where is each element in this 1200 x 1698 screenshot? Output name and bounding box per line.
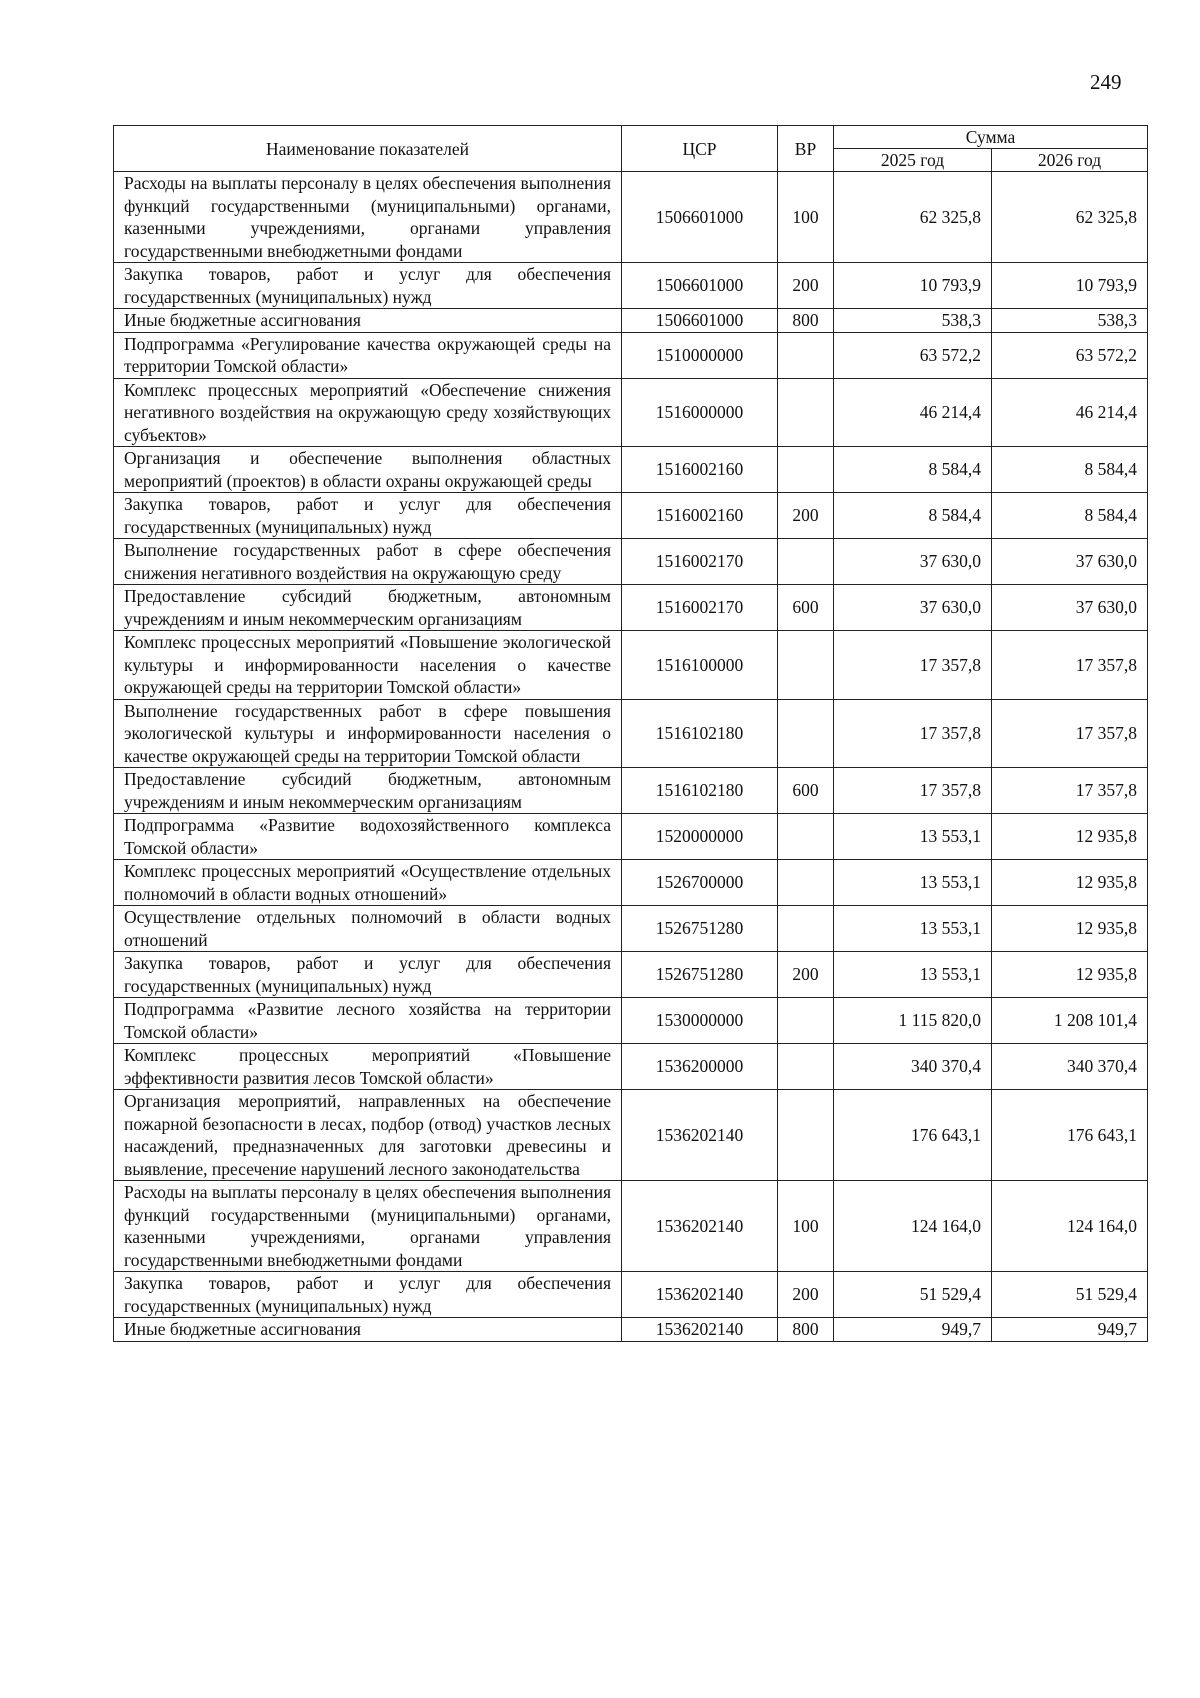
table-row: [114, 309, 1148, 333]
row-2026-cell: 8 584,4: [992, 493, 1148, 539]
row-code-cell: 1516002160: [622, 447, 778, 493]
table-row: [114, 378, 1148, 447]
row-name-cell: Подпрограмма «Развитие лесного хозяйства на территории Томской области»: [114, 998, 622, 1044]
row-code-cell: 1506601000: [622, 263, 778, 309]
table-row: [114, 998, 1148, 1044]
row-2025-cell: 13 553,1: [834, 860, 992, 906]
row-code-cell: 1536202140: [622, 1090, 778, 1181]
row-2026-cell: 538,3: [992, 309, 1148, 333]
row-vr-cell: 800: [778, 1318, 834, 1342]
row-code-cell: 1516002170: [622, 585, 778, 631]
row-2025-cell: 8 584,4: [834, 493, 992, 539]
row-name-cell: Иные бюджетные ассигнования: [114, 309, 622, 333]
row-code-cell: 1516100000: [622, 631, 778, 700]
table-row: [114, 447, 1148, 493]
row-2026-cell: 949,7: [992, 1318, 1148, 1342]
row-name-cell: Организация и обеспечение выполнения областных мероприятий (проектов) в области охраны окружающей среды: [114, 447, 622, 493]
row-2025-cell: 37 630,0: [834, 539, 992, 585]
row-2025-cell: 8 584,4: [834, 447, 992, 493]
row-vr-cell: 100: [778, 1181, 834, 1272]
row-name-cell: Комплекс процессных мероприятий «Повышение эффективности развития лесов Томской области»: [114, 1044, 622, 1090]
row-2026-cell: 17 357,8: [992, 768, 1148, 814]
row-2025-cell: 63 572,2: [834, 332, 992, 378]
table-row: [114, 1090, 1148, 1181]
table-row: [114, 332, 1148, 378]
page-number: 249: [1090, 70, 1122, 94]
row-vr-cell: [778, 332, 834, 378]
row-2025-cell: 1 115 820,0: [834, 998, 992, 1044]
row-2026-cell: 62 325,8: [992, 172, 1148, 263]
row-vr-cell: [778, 447, 834, 493]
row-name-cell: Подпрограмма «Регулирование качества окружающей среды на территории Томской области»: [114, 332, 622, 378]
row-vr-cell: 200: [778, 263, 834, 309]
row-2025-cell: 124 164,0: [834, 1181, 992, 1272]
row-2026-cell: 12 935,8: [992, 952, 1148, 998]
row-name-cell: Расходы на выплаты персоналу в целях обеспечения выполнения функций государственными (муниципальными) органами, казенными учреждениями, органами управления государственными внебюджетными фондами: [114, 1181, 622, 1272]
row-vr-cell: [778, 539, 834, 585]
row-name-cell: Комплекс процессных мероприятий «Обеспечение снижения негативного воздействия на окружающую среду хозяйствующих субъектов»: [114, 378, 622, 447]
row-2025-cell: 340 370,4: [834, 1044, 992, 1090]
row-2025-cell: 13 553,1: [834, 814, 992, 860]
row-name-cell: Расходы на выплаты персоналу в целях обеспечения выполнения функций государственными (муниципальными) органами, казенными учреждениями, органами управления государственными внебюджетными фондами: [114, 172, 622, 263]
row-2026-cell: 12 935,8: [992, 860, 1148, 906]
row-vr-cell: [778, 998, 834, 1044]
row-vr-cell: [778, 814, 834, 860]
row-code-cell: 1526751280: [622, 952, 778, 998]
table-row: [114, 814, 1148, 860]
table-header: [114, 126, 1148, 172]
table-row: [114, 952, 1148, 998]
row-2025-cell: 46 214,4: [834, 378, 992, 447]
row-2026-cell: 37 630,0: [992, 539, 1148, 585]
row-code-cell: 1536202140: [622, 1272, 778, 1318]
table-row: [114, 1318, 1148, 1342]
header-sum: Сумма: [834, 126, 1148, 149]
header-year-2025: 2025 год: [834, 149, 992, 172]
row-code-cell: 1516102180: [622, 699, 778, 768]
row-2025-cell: 13 553,1: [834, 906, 992, 952]
row-vr-cell: 600: [778, 768, 834, 814]
row-name-cell: Закупка товаров, работ и услуг для обеспечения государственных (муниципальных) нужд: [114, 1272, 622, 1318]
row-name-cell: Выполнение государственных работ в сфере повышения экологической культуры и информированности населения о качестве окружающей среды на территории Томской области: [114, 699, 622, 768]
budget-table: [113, 125, 1148, 1342]
header-year-2026: 2026 год: [992, 149, 1148, 172]
row-vr-cell: 100: [778, 172, 834, 263]
table-row: [114, 860, 1148, 906]
row-name-cell: Предоставление субсидий бюджетным, автономным учреждениям и иным некоммерческим организациям: [114, 585, 622, 631]
row-name-cell: Подпрограмма «Развитие водохозяйственного комплекса Томской области»: [114, 814, 622, 860]
table-row: [114, 493, 1148, 539]
row-2026-cell: 17 357,8: [992, 631, 1148, 700]
header-code: ЦСР: [622, 126, 778, 172]
row-vr-cell: 200: [778, 493, 834, 539]
row-code-cell: 1536202140: [622, 1318, 778, 1342]
row-vr-cell: [778, 1090, 834, 1181]
table-row: [114, 1272, 1148, 1318]
row-2026-cell: 17 357,8: [992, 699, 1148, 768]
row-2025-cell: 17 357,8: [834, 768, 992, 814]
row-2026-cell: 12 935,8: [992, 814, 1148, 860]
row-code-cell: 1520000000: [622, 814, 778, 860]
row-code-cell: 1516002160: [622, 493, 778, 539]
row-2025-cell: 176 643,1: [834, 1090, 992, 1181]
table-row: [114, 263, 1148, 309]
table-row: [114, 585, 1148, 631]
header-vr: ВР: [778, 126, 834, 172]
row-vr-cell: 200: [778, 952, 834, 998]
row-name-cell: Комплекс процессных мероприятий «Повышение экологической культуры и информированности населения о качестве окружающей среды на территории Томской области»: [114, 631, 622, 700]
row-2026-cell: 37 630,0: [992, 585, 1148, 631]
row-2025-cell: 10 793,9: [834, 263, 992, 309]
row-name-cell: Иные бюджетные ассигнования: [114, 1318, 622, 1342]
table-row: [114, 631, 1148, 700]
row-name-cell: Закупка товаров, работ и услуг для обеспечения государственных (муниципальных) нужд: [114, 263, 622, 309]
row-vr-cell: 800: [778, 309, 834, 333]
row-name-cell: Выполнение государственных работ в сфере обеспечения снижения негативного воздействия на окружающую среду: [114, 539, 622, 585]
row-2025-cell: 37 630,0: [834, 585, 992, 631]
row-2025-cell: 13 553,1: [834, 952, 992, 998]
row-2025-cell: 538,3: [834, 309, 992, 333]
row-2026-cell: 63 572,2: [992, 332, 1148, 378]
row-2025-cell: 949,7: [834, 1318, 992, 1342]
table-row: [114, 906, 1148, 952]
table-row: [114, 172, 1148, 263]
row-2026-cell: 12 935,8: [992, 906, 1148, 952]
row-code-cell: 1526751280: [622, 906, 778, 952]
table-row: [114, 699, 1148, 768]
row-vr-cell: [778, 1044, 834, 1090]
row-vr-cell: [778, 699, 834, 768]
row-2026-cell: 8 584,4: [992, 447, 1148, 493]
row-2026-cell: 1 208 101,4: [992, 998, 1148, 1044]
row-2025-cell: 62 325,8: [834, 172, 992, 263]
row-2025-cell: 17 357,8: [834, 699, 992, 768]
row-2026-cell: 124 164,0: [992, 1181, 1148, 1272]
row-vr-cell: [778, 860, 834, 906]
row-name-cell: Закупка товаров, работ и услуг для обеспечения государственных (муниципальных) нужд: [114, 493, 622, 539]
row-2025-cell: 17 357,8: [834, 631, 992, 700]
row-code-cell: 1536202140: [622, 1181, 778, 1272]
row-2026-cell: 340 370,4: [992, 1044, 1148, 1090]
row-2026-cell: 46 214,4: [992, 378, 1148, 447]
row-name-cell: Закупка товаров, работ и услуг для обеспечения государственных (муниципальных) нужд: [114, 952, 622, 998]
row-code-cell: 1510000000: [622, 332, 778, 378]
row-name-cell: Комплекс процессных мероприятий «Осуществление отдельных полномочий в области водных отношений»: [114, 860, 622, 906]
table-row: [114, 539, 1148, 585]
row-2025-cell: 51 529,4: [834, 1272, 992, 1318]
row-2026-cell: 176 643,1: [992, 1090, 1148, 1181]
row-code-cell: 1536200000: [622, 1044, 778, 1090]
table-body: [114, 172, 1148, 1342]
row-vr-cell: [778, 906, 834, 952]
row-name-cell: Организация мероприятий, направленных на обеспечение пожарной безопасности в лесах, подбор (отвод) участков лесных насаждений, предназначенных для заготовки древесины и выявление, пресечение нарушений лесного законодательства: [114, 1090, 622, 1181]
row-2026-cell: 51 529,4: [992, 1272, 1148, 1318]
row-code-cell: 1530000000: [622, 998, 778, 1044]
row-name-cell: Осуществление отдельных полномочий в области водных отношений: [114, 906, 622, 952]
table-row: [114, 1181, 1148, 1272]
row-vr-cell: 200: [778, 1272, 834, 1318]
table-row: [114, 768, 1148, 814]
row-vr-cell: 600: [778, 585, 834, 631]
row-code-cell: 1516000000: [622, 378, 778, 447]
row-vr-cell: [778, 378, 834, 447]
row-code-cell: 1526700000: [622, 860, 778, 906]
row-code-cell: 1516002170: [622, 539, 778, 585]
row-code-cell: 1506601000: [622, 172, 778, 263]
row-2026-cell: 10 793,9: [992, 263, 1148, 309]
row-vr-cell: [778, 631, 834, 700]
table-row: [114, 1044, 1148, 1090]
row-code-cell: 1516102180: [622, 768, 778, 814]
row-code-cell: 1506601000: [622, 309, 778, 333]
row-name-cell: Предоставление субсидий бюджетным, автономным учреждениям и иным некоммерческим организациям: [114, 768, 622, 814]
header-name: Наименование показателей: [114, 126, 622, 172]
